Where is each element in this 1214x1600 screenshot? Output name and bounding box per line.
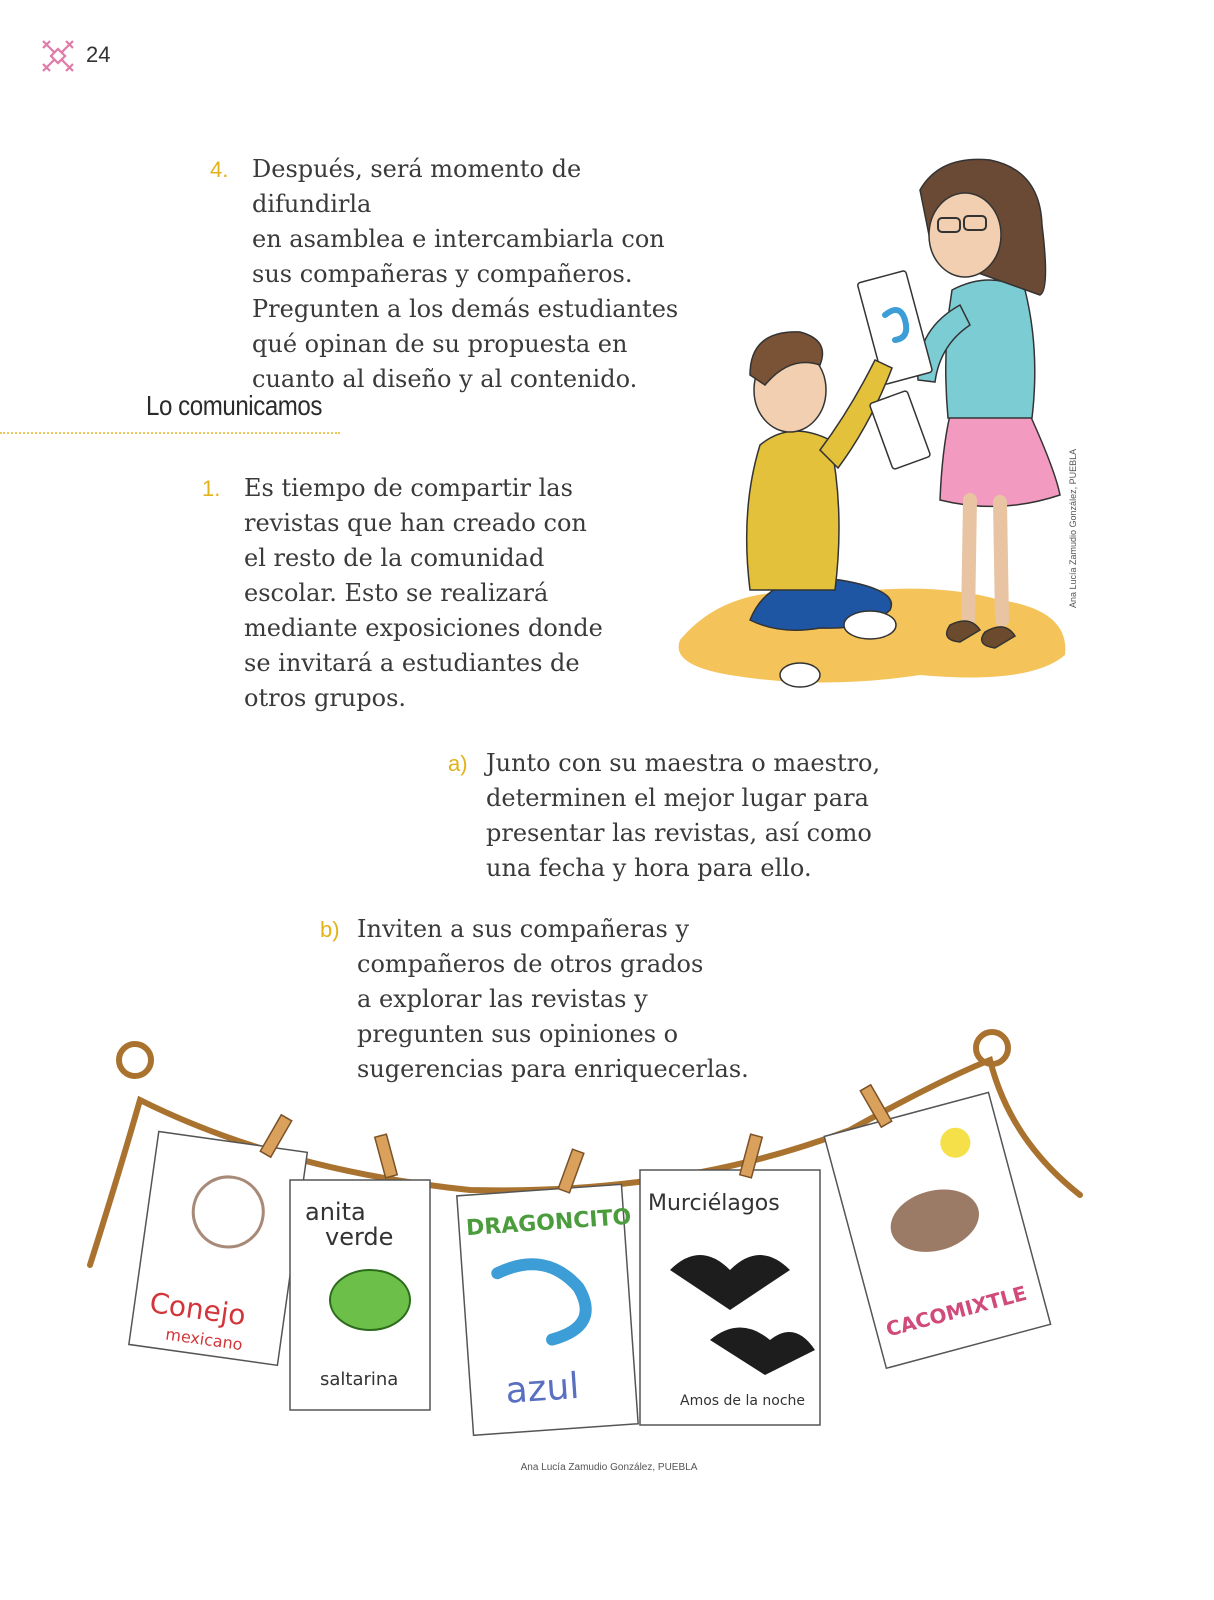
step-text: Después, será momento de difundirla en asamblea e intercambiarla con sus compañeras y compañeros. Pregunten a los demás estudiantes qué opinan de su propuesta en cuanto al diseño y al contenido. bbox=[252, 155, 679, 393]
sub-text: Inviten a sus compañeras y compañeros de otros grados a explorar las revistas y pregunten sus opiniones o sugerencias para enriquecerlas. bbox=[357, 915, 749, 1083]
svg-text:Murciélagos: Murciélagos bbox=[648, 1191, 780, 1216]
svg-text:Conejo: Conejo bbox=[147, 1286, 248, 1333]
step-number: 4. bbox=[210, 157, 229, 182]
section-divider bbox=[0, 432, 340, 434]
illustration-credit-bottom bbox=[0, 1462, 1214, 1473]
sub-letter: b) bbox=[320, 917, 340, 942]
sub-text: Junto con su maestra o maestro, determinen el mejor lugar para presentar las revistas, así como una fecha y hora para ello. bbox=[486, 749, 881, 882]
sub-letter: a) bbox=[448, 751, 468, 776]
illustration-credit-vertical: Ana Lucía Zamudio González, PUEBLA bbox=[1068, 448, 1078, 608]
sub-instruction-a bbox=[448, 746, 908, 886]
svg-text:anita: anita bbox=[305, 1198, 366, 1226]
pink-cross-pattern-icon bbox=[40, 38, 76, 74]
svg-text:Amos de la noche: Amos de la noche bbox=[680, 1393, 806, 1409]
instruction-step-4 bbox=[210, 152, 690, 397]
svg-text:DRAGONCITO: DRAGONCITO bbox=[465, 1204, 633, 1242]
step-text: Es tiempo de compartir las revistas que han creado con el resto de la comunidad escolar. Esto se realizará mediante exposiciones donde se invitará a estudiantes de otros grupos. bbox=[244, 474, 603, 712]
page-number: 24 bbox=[86, 42, 111, 67]
svg-text:saltarina: saltarina bbox=[320, 1369, 399, 1390]
credit-text: Ana Lucía Zamudio González, PUEBLA bbox=[520, 1462, 698, 1473]
magazines-clothesline-illustration bbox=[80, 1020, 1090, 1450]
section-title: Lo comunicamos bbox=[146, 390, 323, 421]
instruction-step-1 bbox=[202, 471, 632, 716]
svg-text:mexicano: mexicano bbox=[164, 1324, 244, 1355]
children-sharing-magazine-illustration bbox=[670, 150, 1090, 695]
svg-text:verde: verde bbox=[325, 1223, 394, 1251]
svg-text:azul: azul bbox=[504, 1365, 581, 1412]
svg-text:CACOMIXTLE: CACOMIXTLE bbox=[883, 1280, 1030, 1342]
step-number: 1. bbox=[202, 476, 221, 501]
